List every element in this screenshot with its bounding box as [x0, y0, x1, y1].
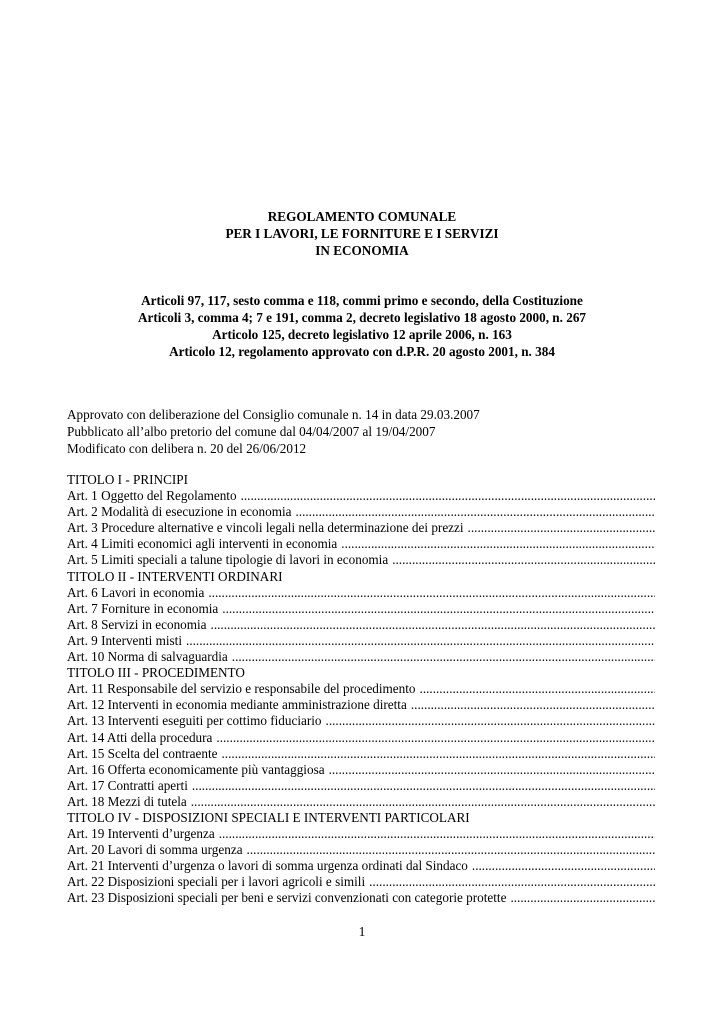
toc-dot-leader — [222, 601, 655, 617]
toc-dot-leader — [341, 536, 655, 552]
legal-reference-line: Articoli 3, comma 4; 7 e 191, comma 2, decreto legislativo 18 agosto 2000, n. 267 — [137, 310, 587, 325]
toc-entry[interactable] — [67, 585, 655, 601]
toc-entry[interactable] — [67, 617, 655, 633]
toc-entry-label: Art. 23 Disposizioni speciali per beni e servizi convenzionati con categorie protette — [67, 890, 507, 906]
toc-entry[interactable] — [67, 778, 655, 794]
toc-dot-leader — [326, 713, 655, 729]
toc-entry-label: Art. 4 Limiti economici agli interventi in economia — [67, 536, 338, 552]
toc-dot-leader — [208, 585, 655, 601]
toc-dot-leader — [392, 552, 655, 568]
toc-entry[interactable] — [67, 488, 655, 504]
toc-dot-leader — [191, 794, 655, 810]
toc-entry[interactable] — [67, 890, 655, 906]
toc-dot-leader — [468, 520, 655, 536]
toc-section-heading: TITOLO IV - DISPOSIZIONI SPECIALI E INTERVENTI PARTICOLARI — [67, 809, 470, 825]
approval-line: Pubblicato all’albo pretorio del comune dal 04/04/2007 al 19/04/2007 — [67, 424, 436, 439]
table-of-contents — [67, 472, 655, 907]
toc-entry[interactable] — [67, 504, 655, 520]
toc-entry-label: Art. 18 Mezzi di tutela — [67, 793, 187, 809]
toc-dot-leader — [186, 633, 655, 649]
toc-entry[interactable] — [67, 536, 655, 552]
toc-dot-leader — [219, 826, 655, 842]
document-title — [0, 208, 724, 259]
title-line: IN ECONOMIA — [315, 243, 409, 258]
toc-entry[interactable] — [67, 842, 655, 858]
toc-entry-label: Art. 8 Servizi in economia — [67, 616, 207, 632]
toc-entry[interactable] — [67, 794, 655, 810]
toc-entry[interactable] — [67, 730, 655, 746]
toc-entry-label: Art. 13 Interventi eseguiti per cottimo fiduciario — [67, 713, 322, 729]
title-line: PER I LAVORI, LE FORNITURE E I SERVIZI — [225, 226, 499, 241]
toc-entry-label: Art. 22 Disposizioni speciali per i lavori agricoli e simili — [67, 874, 366, 890]
legal-reference-line: Articoli 97, 117, sesto comma e 118, commi primo e secondo, della Costituzione — [141, 293, 583, 308]
toc-dot-leader — [369, 874, 655, 890]
toc-entry-label: Art. 15 Scelta del contraente — [67, 745, 218, 761]
toc-entry[interactable] — [67, 713, 655, 729]
toc-entry-label: Art. 19 Interventi d’urgenza — [67, 826, 215, 842]
toc-entry[interactable] — [67, 858, 655, 874]
legal-reference-line: Articolo 125, decreto legislativo 12 aprile 2006, n. 163 — [212, 327, 512, 342]
toc-entry[interactable] — [67, 874, 655, 890]
toc-section-heading: TITOLO II - INTERVENTI ORDINARI — [67, 568, 283, 584]
toc-entry-label: Art. 6 Lavori in economia — [67, 584, 205, 600]
toc-entry[interactable] — [67, 520, 655, 536]
approval-line: Modificato con delibera n. 20 del 26/06/2012 — [67, 441, 307, 456]
legal-reference-line: Articolo 12, regolamento approvato con d.P.R. 20 agosto 2001, n. 384 — [169, 344, 555, 359]
toc-dot-leader — [420, 681, 655, 697]
toc-entry-label: Art. 1 Oggetto del Regolamento — [67, 488, 237, 504]
toc-entry[interactable] — [67, 649, 655, 665]
toc-entry-label: Art. 17 Contratti aperti — [67, 777, 188, 793]
toc-entry-label: Art. 9 Interventi misti — [67, 632, 183, 648]
approval-line: Approvato con deliberazione del Consiglio comunale n. 14 in data 29.03.2007 — [67, 407, 480, 422]
toc-entry[interactable] — [67, 601, 655, 617]
toc-entry-label: Art. 16 Offerta economicamente più vantaggiosa — [67, 761, 325, 777]
approval-info — [67, 406, 480, 457]
title-line: REGOLAMENTO COMUNALE — [267, 209, 457, 224]
toc-entry-label: Art. 12 Interventi in economia mediante amministrazione diretta — [67, 697, 407, 713]
toc-entry[interactable] — [67, 552, 655, 568]
toc-dot-leader — [295, 504, 655, 520]
toc-dot-leader — [216, 730, 655, 746]
toc-entry-label: Art. 11 Responsabile del servizio e responsabile del procedimento — [67, 681, 416, 697]
toc-section-heading: TITOLO I - PRINCIPI — [67, 472, 188, 487]
toc-dot-leader — [232, 649, 655, 665]
toc-entry-label: Art. 7 Forniture in economia — [67, 600, 219, 616]
toc-entry[interactable] — [67, 681, 655, 697]
toc-entry[interactable] — [67, 633, 655, 649]
toc-entry-label: Art. 5 Limiti speciali a talune tipologie di lavori in economia — [67, 552, 389, 568]
toc-dot-leader — [192, 778, 655, 794]
toc-dot-leader — [411, 697, 655, 713]
toc-dot-leader — [222, 746, 656, 762]
toc-dot-leader — [510, 890, 655, 906]
toc-entry-label: Art. 14 Atti della procedura — [67, 729, 213, 745]
toc-entry[interactable] — [67, 826, 655, 842]
toc-section-heading: TITOLO III - PROCEDIMENTO — [67, 665, 245, 681]
legal-references — [0, 292, 724, 360]
toc-dot-leader — [211, 617, 655, 633]
page-number: 1 — [358, 924, 366, 939]
toc-dot-leader — [247, 842, 655, 858]
toc-entry[interactable] — [67, 697, 655, 713]
toc-entry[interactable] — [67, 762, 655, 778]
toc-dot-leader — [329, 762, 655, 778]
toc-entry-label: Art. 10 Norma di salvaguardia — [67, 649, 228, 665]
toc-entry-label: Art. 21 Interventi d’urgenza o lavori di somma urgenza ordinati dal Sindaco — [67, 858, 468, 874]
toc-entry-label: Art. 20 Lavori di somma urgenza — [67, 842, 243, 858]
toc-entry[interactable] — [67, 746, 655, 762]
toc-entry-label: Art. 2 Modalità di esecuzione in economia — [67, 504, 292, 520]
toc-entry-label: Art. 3 Procedure alternative e vincoli legali nella determinazione dei prezzi — [67, 520, 464, 536]
toc-dot-leader — [472, 858, 655, 874]
toc-dot-leader — [241, 488, 655, 504]
